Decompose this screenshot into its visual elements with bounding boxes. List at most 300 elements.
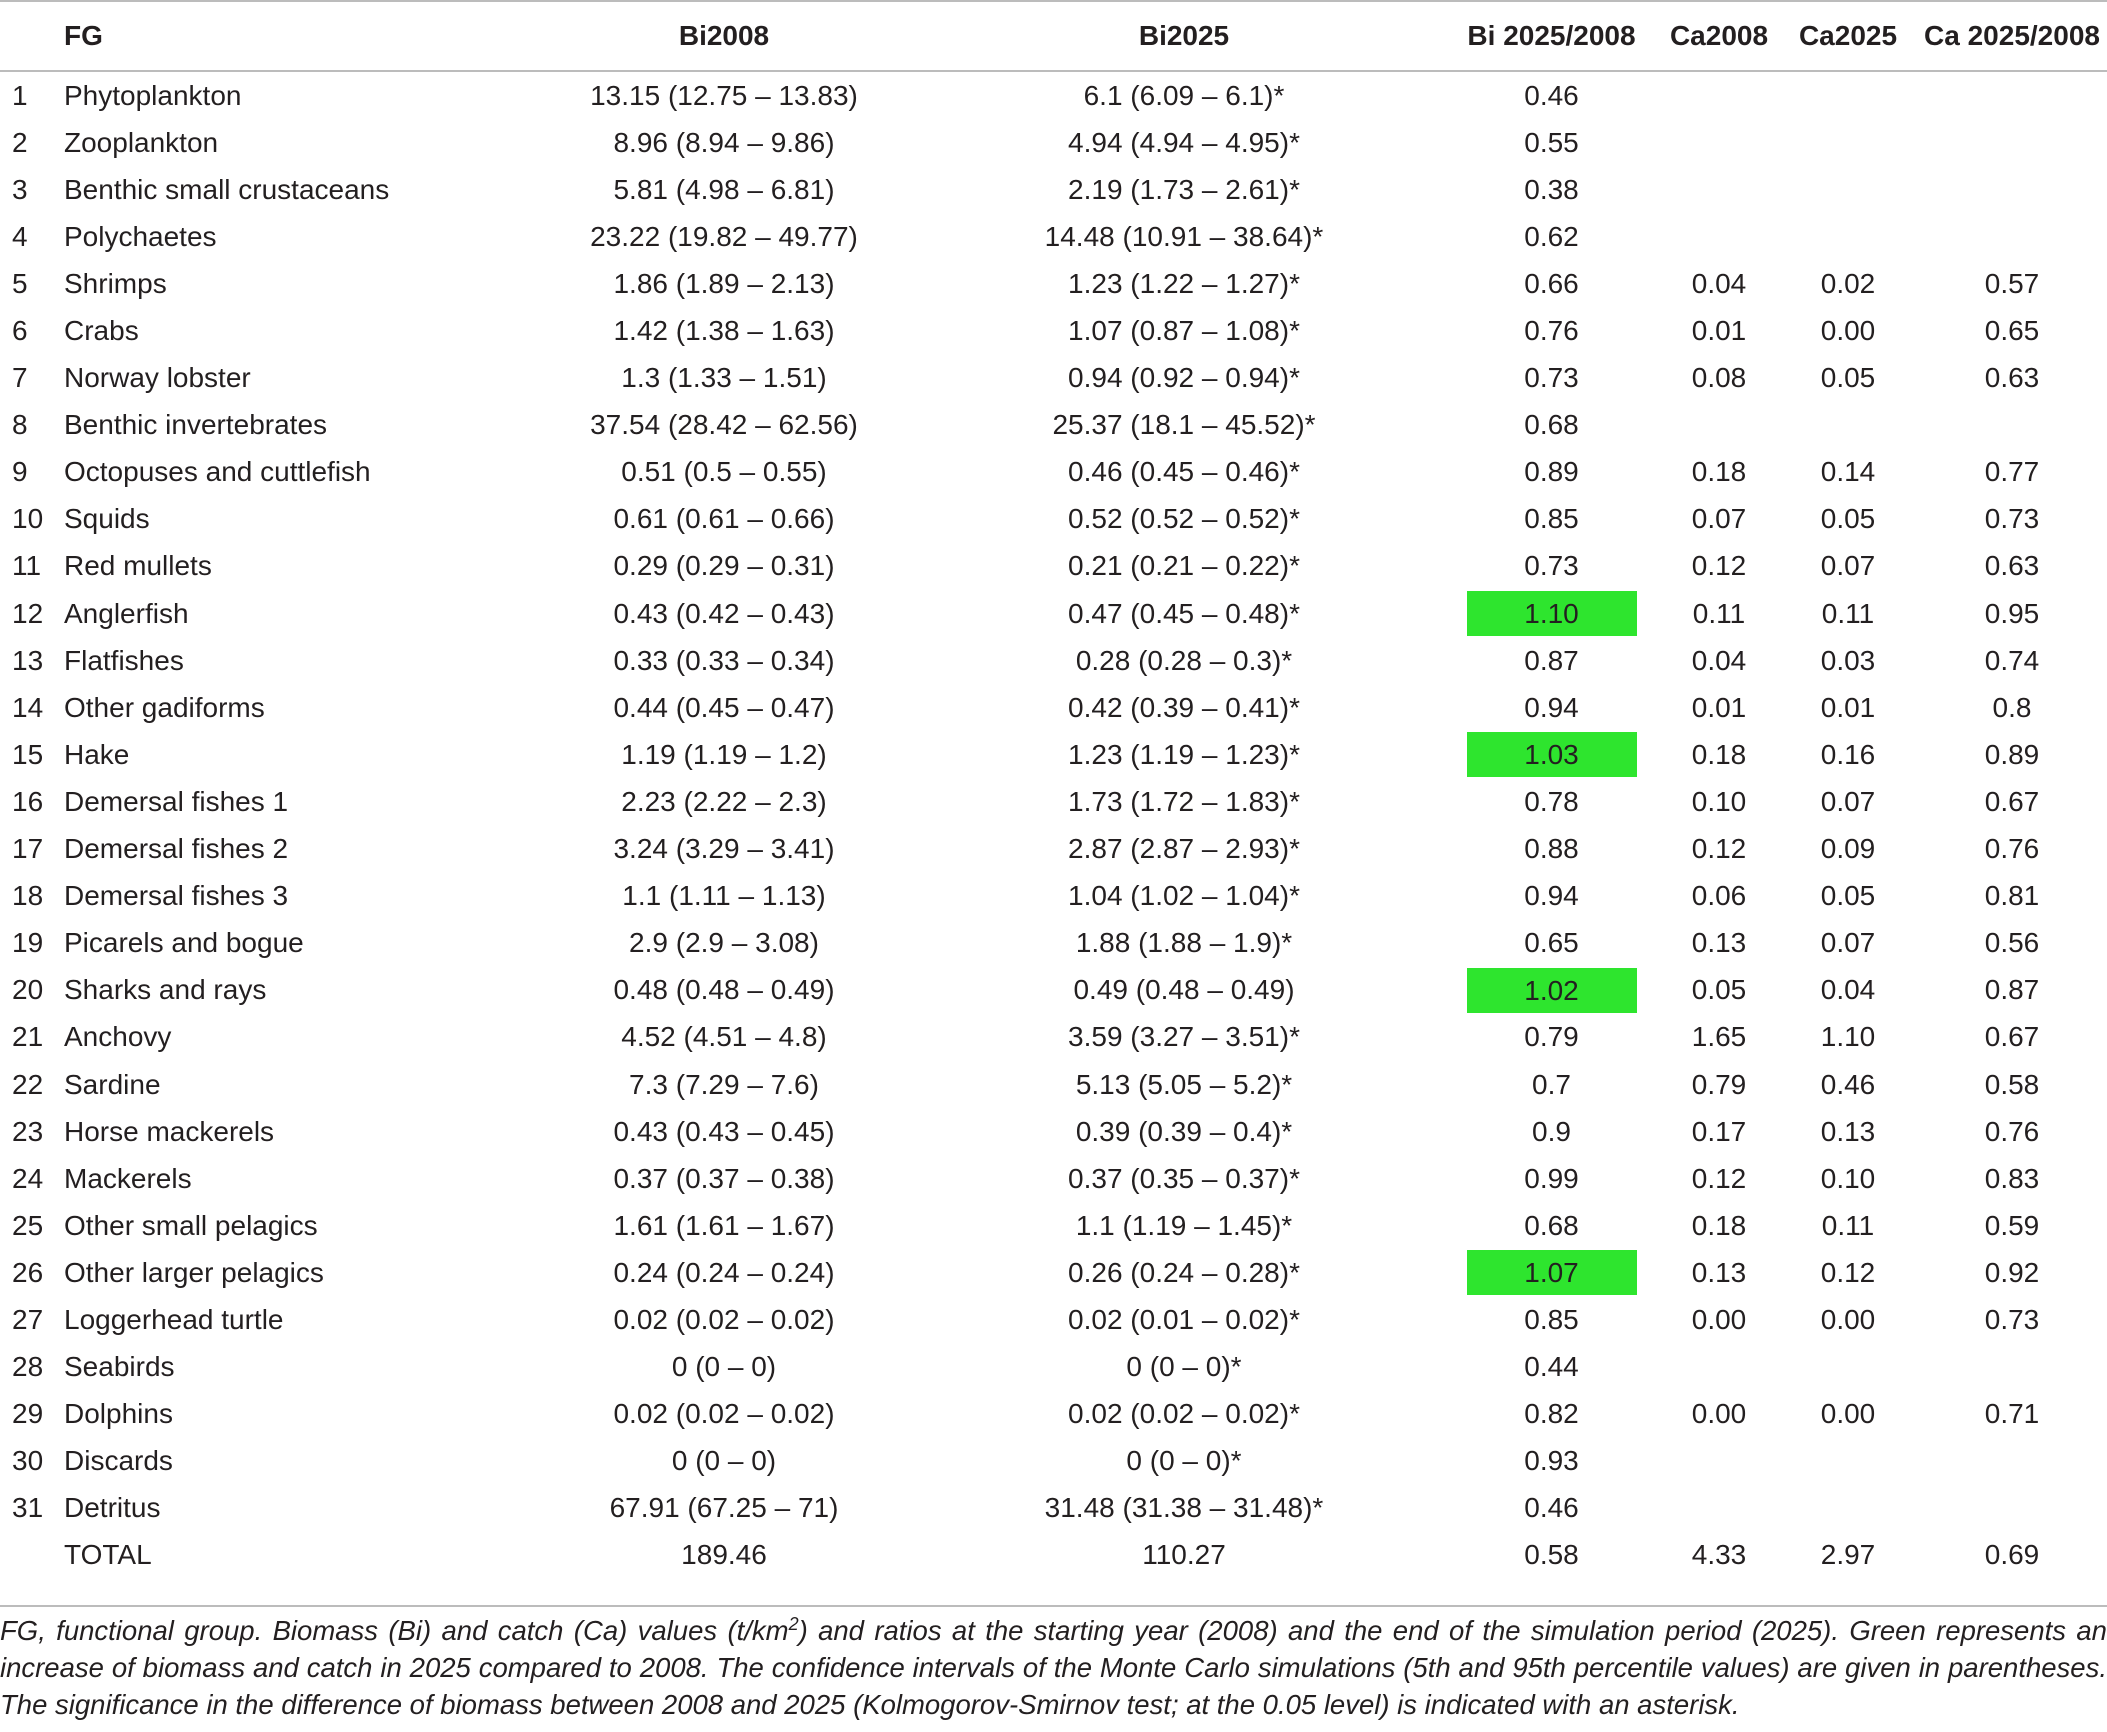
cell-bi2025: 0.94 (0.92 – 0.94)*	[1068, 362, 1300, 394]
cell-ca2008: 1.65	[1691, 1021, 1747, 1053]
cell-bi2008: 13.15 (12.75 – 13.83)	[590, 79, 858, 111]
table-row	[0, 1061, 2107, 1108]
cell-ca2008: 0.18	[1691, 456, 1747, 488]
cell-num: 8	[12, 409, 28, 441]
cell-bi-ratio: 0.65	[1524, 927, 1579, 959]
cell-num: 20	[12, 974, 44, 1006]
cell-bi-ratio: 0.62	[1524, 220, 1579, 252]
cell-bi2025: 1.73 (1.72 – 1.83)*	[1068, 785, 1300, 817]
cell-bi-ratio: 0.78	[1524, 785, 1579, 817]
cell-ca2008: 0.00	[1691, 1303, 1747, 1335]
cell-ca-ratio: 0.83	[1984, 1162, 2040, 1194]
cell-bi-ratio: 0.76	[1524, 315, 1579, 347]
table-row	[0, 307, 2107, 354]
cell-bi-ratio: 0.73	[1524, 362, 1579, 394]
cell-bi2025: 1.1 (1.19 – 1.45)*	[1075, 1209, 1293, 1241]
cell-fg: Shrimps	[64, 267, 167, 299]
cell-ca2025	[1779, 1485, 1917, 1532]
cell-bi2008: 0.61 (0.61 – 0.66)	[613, 503, 835, 535]
cell-bi-ratio: 0.85	[1524, 503, 1579, 535]
table-row	[0, 72, 2107, 119]
cell-bi2025: 0.21 (0.21 – 0.22)*	[1068, 550, 1300, 582]
cell-ca2008	[1659, 402, 1779, 449]
cell-fg: Anchovy	[64, 1021, 172, 1053]
cell-fg: Crabs	[64, 315, 139, 347]
cell-fg: Flatfishes	[64, 644, 184, 676]
cell-fg: Hake	[64, 738, 130, 770]
cell-bi2008: 7.3 (7.29 – 7.6)	[629, 1068, 819, 1100]
cell-ca-ratio	[1917, 72, 2107, 119]
cell-bi-ratio	[1444, 1249, 1659, 1296]
cell-bi2008: 5.81 (4.98 – 6.81)	[613, 173, 835, 205]
cell-bi-ratio: 0.38	[1524, 173, 1579, 205]
table-row	[0, 684, 2107, 731]
cell-bi2025: 0.46 (0.45 – 0.46)*	[1068, 456, 1300, 488]
table-row	[0, 1438, 2107, 1485]
cell-ca2008	[1659, 119, 1779, 166]
cell-ca2025: 0.00	[1820, 1398, 1876, 1430]
cell-bi-ratio: 0.94	[1524, 691, 1579, 723]
cell-ca2008: 0.05	[1691, 974, 1747, 1006]
cell-ca-ratio	[1917, 1485, 2107, 1532]
cell-fg: Other larger pelagics	[64, 1256, 324, 1288]
table-row	[0, 778, 2107, 825]
cell-ca2025: 0.02	[1820, 267, 1876, 299]
cell-ca2025: 0.10	[1820, 1162, 1876, 1194]
cell-bi2008: 0.24 (0.24 – 0.24)	[613, 1256, 835, 1288]
table-row	[0, 1485, 2107, 1532]
cell-bi2025: 5.13 (5.05 – 5.2)*	[1075, 1068, 1293, 1100]
cell-num: 17	[12, 833, 44, 865]
cell-bi2025: 0.37 (0.35 – 0.37)*	[1068, 1162, 1300, 1194]
header-fg: FG	[64, 20, 103, 51]
cell-bi2025: 0.26 (0.24 – 0.28)*	[1068, 1256, 1300, 1288]
cell-bi-ratio: 0.9	[1532, 1115, 1571, 1147]
cell-ca2025: 2.97	[1820, 1539, 1876, 1571]
cell-ca-ratio: 0.67	[1984, 1021, 2040, 1053]
header-bi2008: Bi2008	[678, 20, 770, 51]
cell-bi2025: 0.47 (0.45 – 0.48)*	[1068, 597, 1300, 629]
cell-ca-ratio: 0.73	[1984, 503, 2040, 535]
cell-ca-ratio: 0.76	[1984, 1115, 2040, 1147]
cell-fg: Zooplankton	[64, 126, 219, 158]
cell-bi2025: 0.52 (0.52 – 0.52)*	[1068, 503, 1300, 535]
cell-num: 22	[12, 1068, 44, 1100]
cell-fg: Sardine	[64, 1068, 161, 1100]
cell-fg: Octopuses and cuttlefish	[64, 456, 371, 488]
caption-superscript: 2	[788, 1613, 799, 1634]
table-row	[0, 590, 2107, 637]
cell-ca2025: 0.12	[1820, 1256, 1876, 1288]
cell-bi2008: 0 (0 – 0)	[671, 1351, 777, 1383]
table-row	[0, 1344, 2107, 1391]
cell-ca2008: 0.10	[1691, 785, 1747, 817]
cell-ca-ratio: 0.56	[1984, 927, 2040, 959]
cell-fg: Discards	[64, 1445, 173, 1477]
cell-ca-ratio: 0.57	[1984, 267, 2040, 299]
cell-num: 2	[12, 126, 28, 158]
cell-ca2025: 0.07	[1820, 785, 1876, 817]
cell-bi2008: 0.02 (0.02 – 0.02)	[613, 1398, 835, 1430]
cell-ca2008: 0.18	[1691, 738, 1747, 770]
cell-bi2025: 14.48 (10.91 – 38.64)*	[1044, 220, 1324, 252]
total-row	[0, 1532, 2107, 1579]
cell-bi2025: 1.07 (0.87 – 1.08)*	[1068, 315, 1300, 347]
cell-bi2008: 0.29 (0.29 – 0.31)	[613, 550, 835, 582]
cell-bi2025: 1.04 (1.02 – 1.04)*	[1068, 880, 1300, 912]
cell-ca2008: 0.12	[1691, 833, 1747, 865]
cell-ca-ratio: 0.81	[1984, 880, 2040, 912]
cell-bi-ratio: 0.85	[1524, 1303, 1579, 1335]
cell-ca2008: 0.13	[1691, 1256, 1747, 1288]
cell-fg: Squids	[64, 503, 150, 535]
cell-ca-ratio: 0.95	[1984, 597, 2040, 629]
cell-num: 1	[12, 79, 28, 111]
cell-ca-ratio: 0.87	[1984, 974, 2040, 1006]
increase-highlight: 1.07	[1467, 1250, 1637, 1295]
cell-bi2008: 4.52 (4.51 – 4.8)	[621, 1021, 827, 1053]
cell-ca2025	[1779, 402, 1917, 449]
cell-bi2008: 0.43 (0.42 – 0.43)	[613, 597, 835, 629]
cell-ca2008: 0.08	[1691, 362, 1747, 394]
cell-num: 14	[12, 691, 44, 723]
cell-bi2025: 0 (0 – 0)*	[1126, 1351, 1242, 1383]
cell-num: 21	[12, 1021, 44, 1053]
cell-num: 3	[12, 173, 28, 205]
cell-num: 16	[12, 785, 44, 817]
table-row	[0, 1296, 2107, 1343]
cell-ca2025: 0.14	[1820, 456, 1876, 488]
cell-bi2025: 0.02 (0.02 – 0.02)*	[1068, 1398, 1300, 1430]
table-row	[0, 355, 2107, 402]
header-ca2025: Ca2025	[1798, 20, 1898, 51]
cell-num: 4	[12, 220, 28, 252]
cell-ca2025	[1779, 119, 1917, 166]
cell-bi-ratio: 0.44	[1524, 1351, 1579, 1383]
cell-fg: TOTAL	[64, 1539, 152, 1571]
cell-ca2025: 0.05	[1820, 880, 1876, 912]
table-row	[0, 826, 2107, 873]
cell-ca2025: 0.00	[1820, 1303, 1876, 1335]
cell-ca-ratio: 0.77	[1984, 456, 2040, 488]
table-row	[0, 543, 2107, 590]
cell-fg: Other gadiforms	[64, 691, 265, 723]
cell-bi-ratio	[1444, 590, 1659, 637]
cell-bi-ratio: 0.73	[1524, 550, 1579, 582]
cell-ca2025: 0.07	[1820, 927, 1876, 959]
table-row	[0, 731, 2107, 778]
cell-fg: Horse mackerels	[64, 1115, 275, 1147]
cell-bi2008: 23.22 (19.82 – 49.77)	[590, 220, 858, 252]
cell-ca2025	[1779, 1344, 1917, 1391]
cell-ca2008: 0.12	[1691, 550, 1747, 582]
header-ca2008: Ca2008	[1669, 20, 1769, 51]
cell-ca-ratio: 0.74	[1984, 644, 2040, 676]
cell-ca2025: 0.13	[1820, 1115, 1876, 1147]
cell-num: 6	[12, 315, 28, 347]
cell-bi2008: 0.48 (0.48 – 0.49)	[613, 974, 835, 1006]
table-row	[0, 166, 2107, 213]
cell-fg: Norway lobster	[64, 362, 251, 394]
cell-ca-ratio	[1917, 119, 2107, 166]
cell-ca2008: 0.18	[1691, 1209, 1747, 1241]
cell-ca2025	[1779, 166, 1917, 213]
cell-bi2025: 1.88 (1.88 – 1.9)*	[1075, 927, 1293, 959]
cell-num: 19	[12, 927, 44, 959]
table-row	[0, 213, 2107, 260]
cell-num: 23	[12, 1115, 44, 1147]
caption-part2: ) and ratios at the starting year (2008) and the end of the simulation period (2025). Green represents an increase of biomass and catch in 2025 compared to 2008. The confidence intervals of the Monte Carlo simulations (5th and 95th percentile values) are given in parentheses. The significance in the difference of biomass between 2008 and 2025 (Kolmogorov-Smirnov test; at the 0.05 level) is indicated with an asterisk.	[0, 1615, 2107, 1720]
cell-ca2008: 0.00	[1691, 1398, 1747, 1430]
cell-bi-ratio: 0.82	[1524, 1398, 1579, 1430]
cell-ca2025: 0.16	[1820, 738, 1876, 770]
cell-ca-ratio: 0.63	[1984, 550, 2040, 582]
cell-bi2025: 110.27	[1142, 1539, 1226, 1571]
cell-bi2008: 37.54 (28.42 – 62.56)	[590, 409, 858, 441]
cell-bi-ratio: 0.68	[1524, 1209, 1579, 1241]
cell-num: 7	[12, 362, 28, 394]
cell-fg: Polychaetes	[64, 220, 217, 252]
cell-num	[0, 1532, 64, 1579]
cell-num: 12	[12, 597, 44, 629]
cell-ca-ratio: 0.69	[1984, 1539, 2040, 1571]
table-row	[0, 402, 2107, 449]
cell-ca2008: 0.04	[1691, 644, 1747, 676]
cell-fg: Loggerhead turtle	[64, 1303, 284, 1335]
cell-bi2025: 1.23 (1.19 – 1.23)*	[1068, 738, 1300, 770]
cell-bi2008: 1.1 (1.11 – 1.13)	[622, 880, 826, 912]
cell-bi2008: 8.96 (8.94 – 9.86)	[613, 126, 835, 158]
cell-fg: Red mullets	[64, 550, 212, 582]
increase-highlight: 1.02	[1467, 968, 1637, 1013]
cell-num: 18	[12, 880, 44, 912]
cell-ca2008: 0.04	[1691, 267, 1747, 299]
cell-ca2008: 0.13	[1691, 927, 1747, 959]
cell-bi-ratio: 0.68	[1524, 409, 1579, 441]
cell-ca-ratio: 0.8	[1992, 691, 2032, 723]
cell-fg: Dolphins	[64, 1398, 173, 1430]
table-caption	[0, 1612, 2107, 1723]
cell-bi2025: 0.49 (0.48 – 0.49)	[1073, 974, 1295, 1006]
cell-ca2008	[1659, 1485, 1779, 1532]
cell-ca2008: 0.06	[1691, 880, 1747, 912]
cell-num: 10	[12, 503, 44, 535]
cell-bi2008: 0.51 (0.5 – 0.55)	[621, 456, 827, 488]
cell-num: 13	[12, 644, 44, 676]
cell-ca-ratio	[1917, 166, 2107, 213]
cell-ca2008: 4.33	[1691, 1539, 1747, 1571]
cell-fg: Demersal fishes 2	[64, 833, 289, 865]
table-row	[0, 637, 2107, 684]
cell-ca2008: 0.11	[1692, 597, 1746, 629]
cell-bi-ratio: 0.55	[1524, 126, 1579, 158]
cell-ca-ratio: 0.71	[1984, 1398, 2040, 1430]
cell-ca2025: 0.04	[1820, 974, 1876, 1006]
cell-ca2008: 0.79	[1691, 1068, 1747, 1100]
cell-num: 25	[12, 1209, 44, 1241]
table-row	[0, 1014, 2107, 1061]
table-row	[0, 1249, 2107, 1296]
cell-fg: Sharks and rays	[64, 974, 267, 1006]
cell-ca2008: 0.12	[1691, 1162, 1747, 1194]
cell-ca-ratio: 0.67	[1984, 785, 2040, 817]
cell-bi-ratio: 0.46	[1524, 1492, 1579, 1524]
table-bottom-rule	[0, 1605, 2107, 1607]
cell-ca2025: 0.01	[1820, 691, 1876, 723]
cell-bi2008: 67.91 (67.25 – 71)	[609, 1492, 839, 1524]
cell-bi-ratio: 0.66	[1524, 267, 1579, 299]
table-row	[0, 873, 2107, 920]
cell-num: 5	[12, 267, 28, 299]
cell-num: 24	[12, 1162, 44, 1194]
cell-ca-ratio: 0.92	[1984, 1256, 2040, 1288]
cell-fg: Phytoplankton	[64, 79, 242, 111]
cell-num: 31	[12, 1492, 44, 1524]
cell-ca2008	[1659, 166, 1779, 213]
cell-fg: Demersal fishes 3	[64, 880, 289, 912]
cell-ca2025	[1779, 72, 1917, 119]
table-row	[0, 1155, 2107, 1202]
cell-ca2025: 0.11	[1821, 1209, 1875, 1241]
cell-bi2025: 3.59 (3.27 – 3.51)*	[1068, 1021, 1300, 1053]
cell-fg: Mackerels	[64, 1162, 192, 1194]
table-row	[0, 1108, 2107, 1155]
cell-bi2008: 0.37 (0.37 – 0.38)	[613, 1162, 835, 1194]
cell-bi2025: 0.42 (0.39 – 0.41)*	[1068, 691, 1300, 723]
cell-num: 30	[12, 1445, 44, 1477]
cell-bi2025: 1.23 (1.22 – 1.27)*	[1068, 267, 1300, 299]
cell-bi-ratio: 0.79	[1524, 1021, 1579, 1053]
cell-ca-ratio: 0.58	[1984, 1068, 2040, 1100]
cell-bi-ratio: 0.46	[1524, 79, 1579, 111]
cell-bi2008: 1.42 (1.38 – 1.63)	[613, 315, 835, 347]
increase-highlight: 1.03	[1467, 732, 1637, 777]
table-row	[0, 920, 2107, 967]
cell-ca-ratio: 0.59	[1984, 1209, 2040, 1241]
cell-num: 15	[12, 738, 44, 770]
cell-ca2008	[1659, 1344, 1779, 1391]
cell-num: 9	[12, 456, 28, 488]
cell-bi-ratio: 0.88	[1524, 833, 1579, 865]
cell-ca2008: 0.17	[1691, 1115, 1747, 1147]
cell-bi2025: 0.28 (0.28 – 0.3)*	[1075, 644, 1293, 676]
table-row	[0, 1202, 2107, 1249]
cell-bi2008: 3.24 (3.29 – 3.41)	[613, 833, 835, 865]
cell-ca-ratio: 0.76	[1984, 833, 2040, 865]
cell-fg: Detritus	[64, 1492, 161, 1524]
table-row	[0, 967, 2107, 1014]
header-bi-ratio: Bi 2025/2008	[1467, 20, 1636, 51]
cell-bi-ratio: 0.93	[1524, 1445, 1579, 1477]
cell-bi2025: 0 (0 – 0)*	[1126, 1445, 1242, 1477]
cell-bi2025: 6.1 (6.09 – 6.1)*	[1083, 79, 1285, 111]
cell-ca2025: 0.05	[1820, 503, 1876, 535]
cell-ca-ratio: 0.63	[1984, 362, 2040, 394]
cell-ca2025: 0.05	[1820, 362, 1876, 394]
cell-bi2008: 189.46	[681, 1539, 767, 1571]
cell-ca-ratio	[1917, 213, 2107, 260]
cell-ca2025: 0.09	[1820, 833, 1876, 865]
cell-bi-ratio: 0.58	[1524, 1539, 1579, 1571]
cell-fg: Seabirds	[64, 1351, 175, 1383]
cell-bi2008: 1.61 (1.61 – 1.67)	[613, 1209, 835, 1241]
cell-ca2025: 1.10	[1820, 1021, 1876, 1053]
table-row	[0, 260, 2107, 307]
cell-ca2008	[1659, 72, 1779, 119]
cell-bi2025: 2.19 (1.73 – 2.61)*	[1068, 173, 1300, 205]
header-bi2025: Bi2025	[1138, 20, 1230, 51]
cell-ca-ratio: 0.65	[1984, 315, 2040, 347]
table-body	[0, 72, 2107, 1579]
cell-fg: Picarels and bogue	[64, 927, 304, 959]
cell-ca-ratio	[1917, 402, 2107, 449]
table-row	[0, 1391, 2107, 1438]
cell-fg: Anglerfish	[64, 597, 189, 629]
cell-bi2025: 31.48 (31.38 – 31.48)*	[1044, 1492, 1324, 1524]
cell-bi-ratio: 0.7	[1532, 1068, 1571, 1100]
cell-num: 11	[12, 550, 42, 582]
cell-bi-ratio: 0.94	[1524, 880, 1579, 912]
cell-ca2008	[1659, 213, 1779, 260]
cell-ca2025	[1779, 213, 1917, 260]
cell-bi-ratio: 0.99	[1524, 1162, 1579, 1194]
cell-bi2008: 2.9 (2.9 – 3.08)	[629, 927, 819, 959]
cell-bi-ratio: 0.87	[1524, 644, 1579, 676]
cell-fg: Other small pelagics	[64, 1209, 318, 1241]
cell-bi2008: 0.02 (0.02 – 0.02)	[613, 1303, 835, 1335]
cell-bi2025: 0.39 (0.39 – 0.4)*	[1075, 1115, 1293, 1147]
cell-bi2008: 0 (0 – 0)	[671, 1445, 777, 1477]
cell-bi2025: 0.02 (0.01 – 0.02)*	[1068, 1303, 1300, 1335]
cell-ca2025: 0.46	[1820, 1068, 1876, 1100]
cell-num: 28	[12, 1351, 44, 1383]
cell-bi2025: 25.37 (18.1 – 45.52)*	[1052, 409, 1316, 441]
cell-bi2008: 1.86 (1.89 – 2.13)	[613, 267, 835, 299]
cell-fg: Demersal fishes 1	[64, 785, 289, 817]
cell-ca2008: 0.01	[1691, 315, 1747, 347]
cell-bi2025: 2.87 (2.87 – 2.93)*	[1068, 833, 1300, 865]
cell-bi2025: 4.94 (4.94 – 4.95)*	[1068, 126, 1300, 158]
cell-fg: Benthic small crustaceans	[64, 173, 390, 205]
cell-ca2025: 0.11	[1821, 597, 1875, 629]
cell-ca-ratio: 0.89	[1984, 738, 2040, 770]
table-row	[0, 449, 2107, 496]
cell-bi2008: 0.43 (0.43 – 0.45)	[613, 1115, 835, 1147]
cell-num: 27	[12, 1303, 44, 1335]
table-row	[0, 496, 2107, 543]
cell-bi2008: 0.44 (0.45 – 0.47)	[613, 691, 835, 723]
increase-highlight: 1.10	[1467, 591, 1637, 636]
cell-ca-ratio	[1917, 1344, 2107, 1391]
cell-fg: Benthic invertebrates	[64, 409, 328, 441]
header-row	[0, 0, 2107, 72]
cell-bi2008: 1.19 (1.19 – 1.2)	[621, 738, 827, 770]
cell-ca-ratio	[1917, 1438, 2107, 1485]
cell-bi-ratio: 0.89	[1524, 456, 1579, 488]
cell-bi2008: 1.3 (1.33 – 1.51)	[621, 362, 827, 394]
cell-ca2008: 0.07	[1691, 503, 1747, 535]
cell-bi-ratio	[1444, 731, 1659, 778]
cell-ca2008	[1659, 1438, 1779, 1485]
cell-ca2008: 0.01	[1691, 691, 1747, 723]
cell-ca2025: 0.07	[1820, 550, 1876, 582]
cell-num: 29	[12, 1398, 44, 1430]
table-row	[0, 119, 2107, 166]
header-num	[0, 0, 64, 72]
cell-ca2025: 0.00	[1820, 315, 1876, 347]
cell-ca-ratio: 0.73	[1984, 1303, 2040, 1335]
cell-bi2008: 2.23 (2.22 – 2.3)	[621, 785, 827, 817]
